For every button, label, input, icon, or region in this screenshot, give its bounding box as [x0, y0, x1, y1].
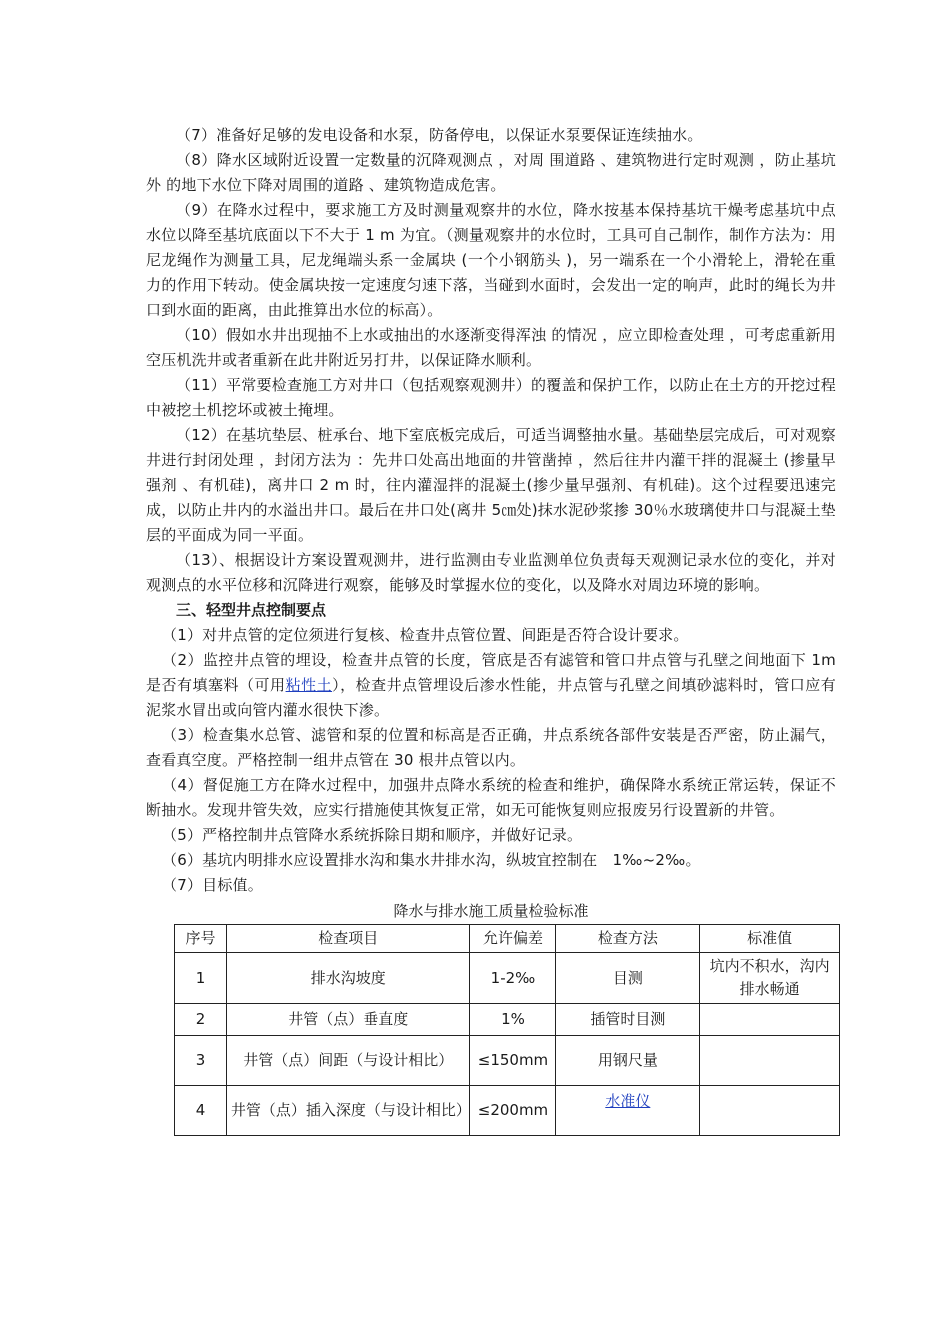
paragraph-9: （9）在降水过程中，要求施工方及时测量观察井的水位，降水按基本保持基坑干燥考虑基坑中点水位以降至基坑底面以下不大于 1 m 为宜。（测量观察井的水位时，工具可自己制作，制作方法为：用尼龙绳作为测量工具，尼龙绳端头系一金属块 (一个小钢筋头 )，另一端系在一个小滑轮上，滑轮在重力的作用下转动。使金属块按一定速度匀速下落，当碰到水面时，会发出一定的响声，此时的绳长为井口到水面的距离，由此推算出水位的标高）。 [146, 201, 836, 319]
item-5: （5）严格控制井点管降水系统拆除日期和顺序，并做好记录。 [162, 826, 583, 844]
item-7: （7）目标值。 [162, 876, 263, 894]
cell-item: 井管（点）垂直度 [226, 1004, 470, 1036]
cell-tolerance: ≤150mm [470, 1036, 556, 1086]
cell-tolerance: 1% [470, 1004, 556, 1036]
item-3: （3）检查集水总管、滤管和泵的位置和标高是否正确，井点系统各部件安装是否严密，防止漏气，查看真空度。严格控制一组井点管在 30 根井点管以内。 [146, 726, 836, 769]
cell-method: 用钢尺量 [556, 1036, 700, 1086]
table-header-row [175, 925, 840, 953]
header-standard: 标准值 [700, 925, 840, 953]
cell-tolerance: 1-2‰ [470, 953, 556, 1004]
cell-item: 井管（点）插入深度（与设计相比） [226, 1086, 470, 1136]
item-4: （4）督促施工方在降水过程中，加强井点降水系统的检查和维护，确保降水系统正常运转，保证不断抽水。发现井管失效，应实行措施使其恢复正常，如无可能恢复则应报废另行设置新的井管。 [146, 776, 836, 819]
header-no: 序号 [175, 925, 227, 953]
header-method: 检查方法 [556, 925, 700, 953]
item-2-text-before: （2）监控井点管的埋设，检查井点管的长度，管底是否有滤管和管口井点管与孔壁之间地面下 1m 是否有填塞料（可用 [146, 651, 836, 694]
cell-standard: 坑内不积水，沟内排水畅通 [700, 953, 840, 1004]
table-row [175, 1086, 840, 1136]
section-heading: 三、轻型井点控制要点 [176, 601, 327, 619]
cell-standard [700, 1086, 840, 1136]
cell-no: 3 [175, 1036, 227, 1086]
cell-method [556, 1086, 700, 1136]
cell-no: 4 [175, 1086, 227, 1136]
cell-tolerance: ≤200mm [470, 1086, 556, 1136]
level-instrument-link[interactable]: 水准仪 [605, 1092, 651, 1110]
header-tolerance: 允许偏差 [470, 925, 556, 953]
quality-standard-table [174, 924, 840, 1136]
paragraph-10: （10）假如水井出现抽不上水或抽出的水逐渐变得浑浊 的情况 ，应立即检查处理 ，可考虑重新用空压机洗井或者重新在此井附近另打井，以保证降水顺利。 [146, 326, 836, 369]
item-1: （1）对井点管的定位须进行复核、检查井点管位置、间距是否符合设计要求。 [162, 626, 689, 644]
cell-no: 1 [175, 953, 227, 1004]
paragraph-13: （13）、根据设计方案设置观测井，进行监测由专业监测单位负责每天观测记录水位的变化，并对观测点的水平位移和沉降进行观察，能够及时掌握水位的变化，以及降水对周边环境的影响。 [146, 551, 836, 594]
table-row [175, 1004, 840, 1036]
document-page [146, 123, 836, 1136]
paragraph-7: （7）准备好足够的发电设备和水泵，防备停电，以保证水泵要保证连续抽水。 [176, 126, 703, 144]
cell-no: 2 [175, 1004, 227, 1036]
item-2-text-after: ），检查井点管埋设后渗水性能，井点管与孔壁之间填砂滤料时，管口应有泥浆水冒出或向管内灌水很快下渗。 [146, 676, 836, 719]
paragraph-12: （12）在基坑垫层、桩承台、地下室底板完成后，可适当调整抽水量。基础垫层完成后，可对观察井进行封闭处理 ，封闭方法为 ：先井口处高出地面的井管凿掉 ，然后往井内灌干拌的混凝土 (掺量早强剂 、有机硅)，离井口 2 m 时，往内灌湿拌的混凝土(掺少量早强剂、有机硅)。这个过程要迅速完成，以防止井内的水溢出井口。最后在井口处(离井 5㎝处)抹水泥砂浆掺 30％水玻璃使井口与混凝土垫层的平面成为同一平面。 [146, 426, 836, 544]
item-2 [146, 648, 836, 723]
cell-method: 插管时目测 [556, 1004, 700, 1036]
table-row [175, 953, 840, 1004]
paragraph-11: （11）平常要检查施工方对井口（包括观察观测井）的覆盖和保护工作，以防止在土方的开挖过程中被挖土机挖坏或被土掩埋。 [146, 376, 836, 419]
cell-item: 井管（点）间距（与设计相比） [226, 1036, 470, 1086]
paragraph-8: （8）降水区域附近设置一定数量的沉降观测点 ，对周 围道路 、建筑物进行定时观测 ，防止基坑外 的地下水位下降对周围的道路 、建筑物造成危害。 [146, 151, 836, 194]
item-6: （6）基坑内明排水应设置排水沟和集水井排水沟，纵坡宜控制在 1‰~2‰。 [162, 851, 701, 869]
table-row [175, 1036, 840, 1086]
cell-standard [700, 1036, 840, 1086]
cell-method: 目测 [556, 953, 700, 1004]
cell-standard [700, 1004, 840, 1036]
header-item: 检查项目 [226, 925, 470, 953]
table-caption: 降水与排水施工质量检验标准 [393, 902, 589, 920]
clay-soil-link[interactable]: 粘性土 [285, 676, 333, 694]
cell-item: 排水沟坡度 [226, 953, 470, 1004]
